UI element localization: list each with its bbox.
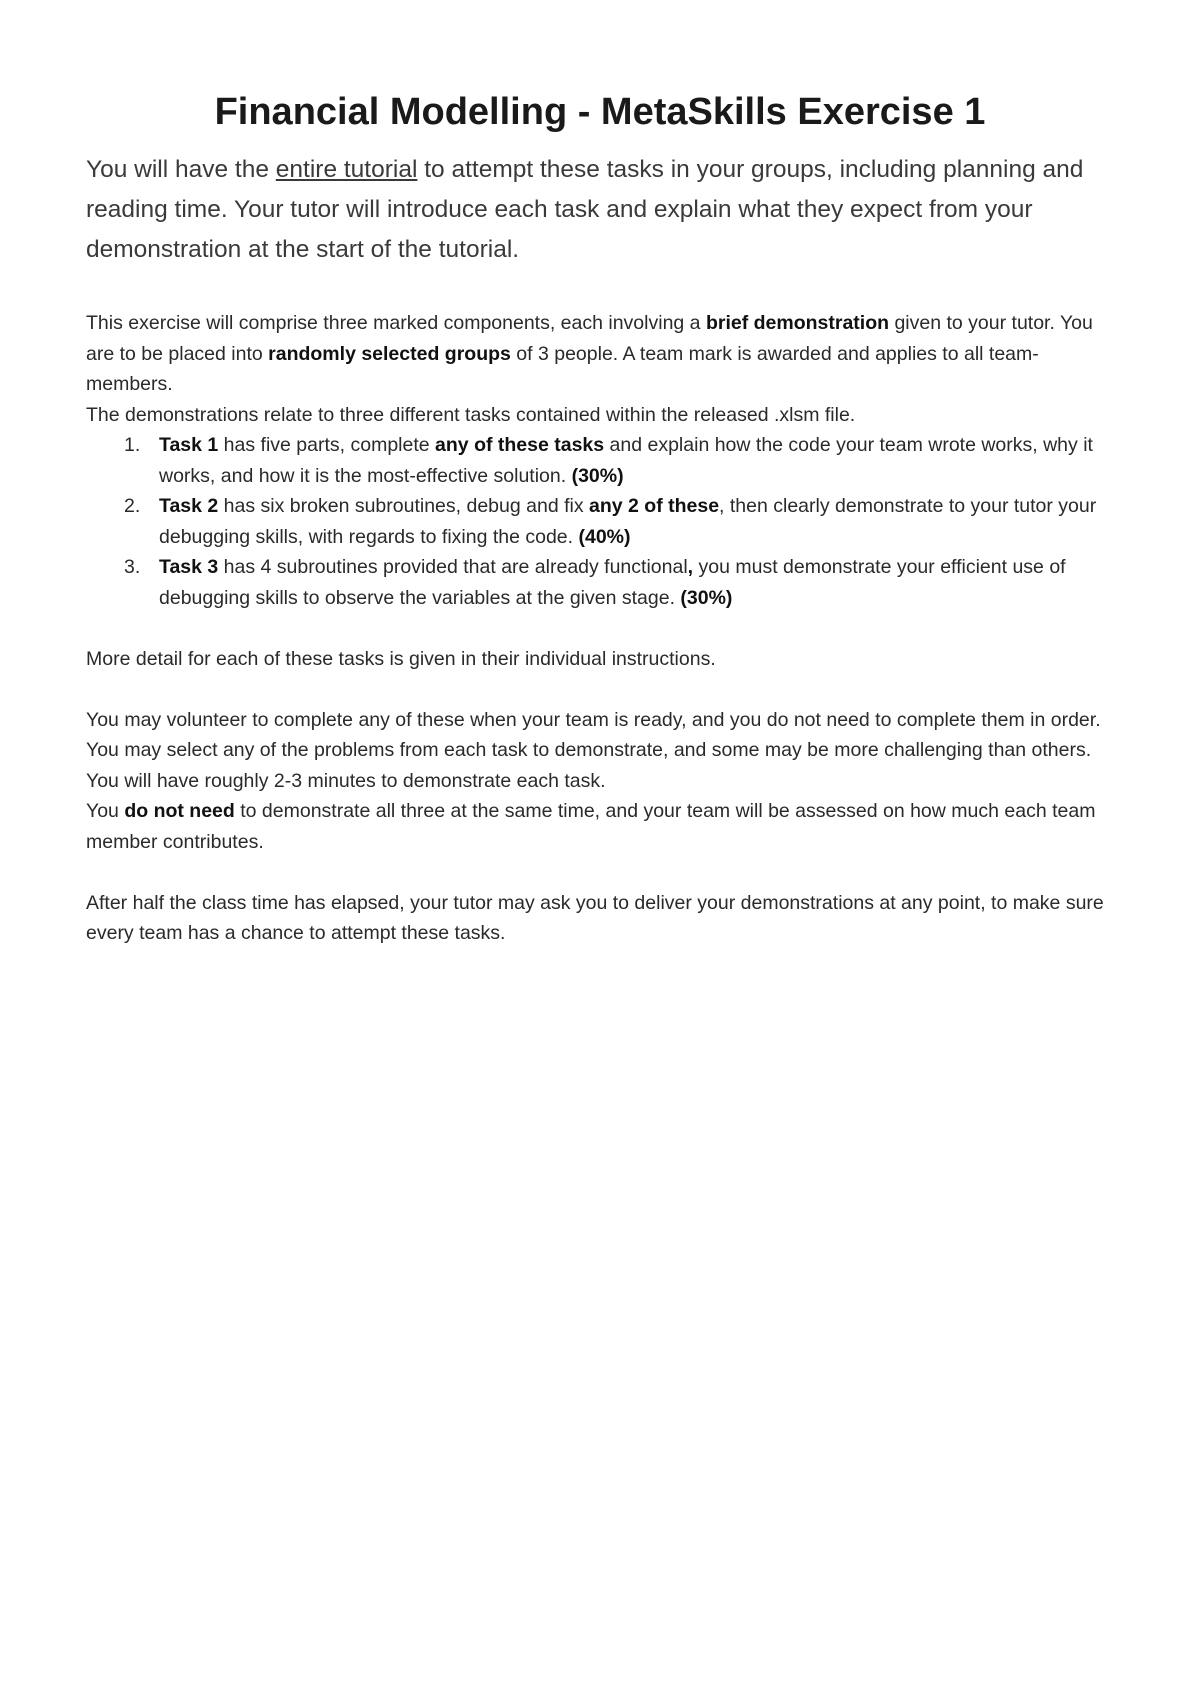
task-emphasis: any of these tasks <box>435 434 605 456</box>
assessment-paragraph <box>86 796 1114 857</box>
task-weight: (30%) <box>571 464 624 487</box>
task-number: 3. <box>124 556 141 578</box>
volunteer-paragraph: You may volunteer to complete any of these when your team is ready, and you do not need to complete them in order. You may select any of the problems from each task to demonstrate, and some may be more challenging than others. You will have roughly 2-3 minutes to demonstrate each task. <box>86 708 1101 792</box>
document-body <box>86 308 1114 949</box>
task-name: Task 2 <box>159 495 219 517</box>
task-emphasis: , <box>687 556 694 578</box>
components-text-1: This exercise will comprise three marked components, each involving a <box>86 312 706 334</box>
demonstrations-paragraph: The demonstrations relate to three different tasks contained within the released .xlsm file. <box>86 403 856 426</box>
task-text: and explain how the code your team wrote works, why it works, and how it is the most-effective solution. <box>159 434 1093 487</box>
task-emphasis: any 2 of these <box>589 495 720 517</box>
task-item-3 <box>86 552 1114 613</box>
assessment-text-2: to demonstrate all three at the same time, and your team will be assessed on how much each team member contributes. <box>86 800 1096 853</box>
components-text-3: of 3 people. A team mark is awarded and applies to all team-members. <box>86 342 1039 395</box>
task-text: has six broken subroutines, debug and fix <box>218 495 589 517</box>
task-weight: (30%) <box>680 586 733 609</box>
components-text-2: given to your tutor. You are to be placed into <box>86 312 1093 365</box>
random-groups-emphasis: randomly selected groups <box>268 342 511 365</box>
intro-text-end: to attempt these tasks in your groups, including planning and reading time. Your tutor will introduce each task and explain what they expect from your demonstration at the start of the tutorial. <box>86 156 1084 263</box>
assessment-text-1: You <box>86 800 125 822</box>
task-number: 1. <box>124 434 141 456</box>
intro-paragraph <box>86 150 1114 270</box>
paragraph-spacer <box>86 857 1114 888</box>
timing-paragraph: After half the class time has elapsed, your tutor may ask you to deliver your demonstrations at any point, to make sure every team has a chance to attempt these tasks. <box>86 891 1104 944</box>
document-title: Financial Modelling - MetaSkills Exercise 1 <box>214 91 986 133</box>
task-text: , then clearly demonstrate to your tutor your debugging skills, with regards to fixing the code. <box>159 495 1097 548</box>
paragraph-spacer <box>86 613 1114 644</box>
task-weight: (40%) <box>578 525 631 548</box>
intro-text-start: You will have the <box>86 156 276 183</box>
components-paragraph <box>86 308 1114 400</box>
more-detail-paragraph: More detail for each of these tasks is given in their individual instructions. <box>86 647 716 670</box>
task-list <box>86 430 1114 613</box>
task-text: has 4 subroutines provided that are already functional <box>218 556 688 578</box>
task-name: Task 1 <box>159 434 219 456</box>
intro-underlined-text: entire tutorial <box>275 156 418 183</box>
brief-demonstration-emphasis: brief demonstration <box>705 312 890 334</box>
paragraph-spacer <box>86 674 1114 705</box>
task-text: has five parts, complete <box>218 434 436 456</box>
task-name: Task 3 <box>159 556 219 578</box>
task-text: you must demonstrate your efficient use of debugging skills to observe the variables at the given stage. <box>159 556 1066 609</box>
do-not-need-emphasis: do not need <box>124 800 235 822</box>
task-item-1 <box>86 430 1114 491</box>
task-item-2 <box>86 491 1114 552</box>
task-number: 2. <box>124 495 141 517</box>
